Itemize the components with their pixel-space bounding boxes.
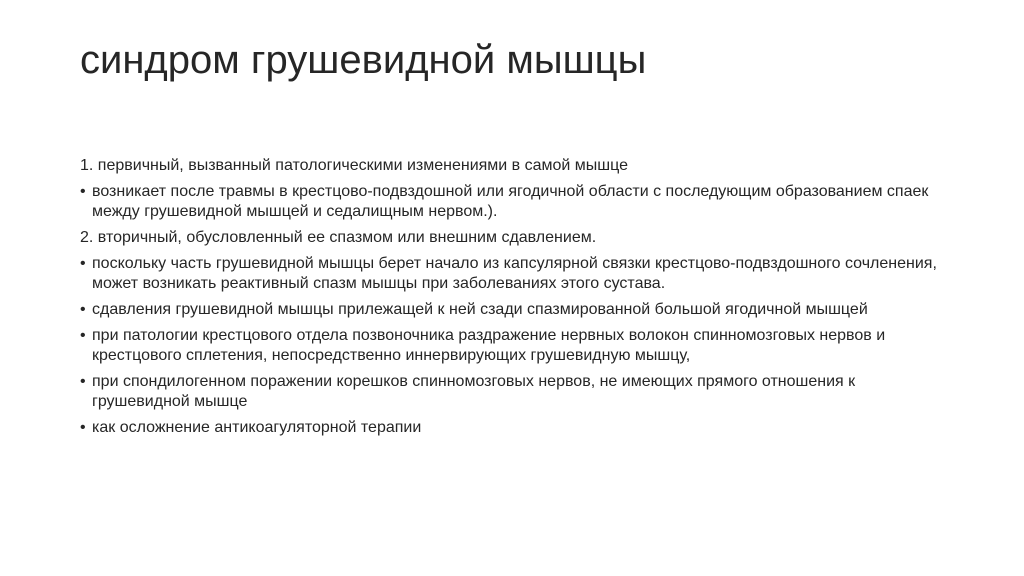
- list-item-text: возникает после травмы в крестцово-подвздошной или ягодичной области с последующим образованием спаек между грушевидной мышцей и седалищным нервом.).: [92, 183, 929, 220]
- list-item-text: при спондилогенном поражении корешков спинномозговых нервов, не имеющих прямого отношения к грушевидной мышце: [92, 373, 856, 410]
- slide-content: [80, 156, 950, 444]
- list-item-bullet-6: [80, 418, 950, 438]
- list-item-text: как осложнение антикоагуляторной терапии: [92, 419, 422, 436]
- list-item-text: сдавления грушевидной мышцы прилежащей к ней сзади спазмированной большой ягодичной мышцей: [92, 301, 868, 318]
- list-item-bullet-3: [80, 300, 950, 320]
- bullet-icon: •: [80, 373, 86, 390]
- list-item-bullet-4: [80, 326, 950, 366]
- list-item-numbered-2: [80, 228, 950, 248]
- list-item-text: 2. вторичный, обусловленный ее спазмом или внешним сдавлением.: [80, 229, 597, 246]
- bullet-icon: •: [80, 419, 86, 436]
- list-item-text: 1. первичный, вызванный патологическими изменениями в самой мышце: [80, 157, 629, 174]
- bullet-icon: •: [80, 183, 86, 200]
- list-item-bullet-2: [80, 254, 950, 294]
- bullet-icon: •: [80, 255, 86, 272]
- list-item-bullet-1: [80, 182, 950, 222]
- list-item-bullet-5: [80, 372, 950, 412]
- list-item-text: при патологии крестцового отдела позвоночника раздражение нервных волокон спинномозговых нервов и крестцового сплетения, непосредственно иннервирующих грушевидную мышцу,: [92, 327, 886, 364]
- list-item-text: поскольку часть грушевидной мышцы берет начало из капсулярной связки крестцово-подвздошного сочленения, может возникать реактивный спазм мышцы при заболеваниях этого сустава.: [92, 255, 937, 292]
- slide-title: синдром грушевидной мышцы: [80, 38, 647, 82]
- bullet-icon: •: [80, 327, 86, 344]
- bullet-icon: •: [80, 301, 86, 318]
- list-item-numbered-1: [80, 156, 950, 176]
